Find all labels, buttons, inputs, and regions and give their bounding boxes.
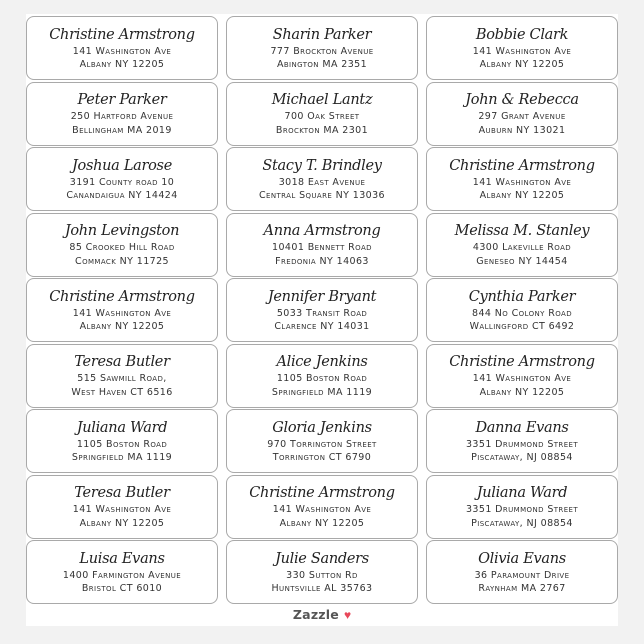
recipient-name: Melissa M. Stanley: [454, 223, 590, 239]
address-label: [426, 540, 618, 604]
recipient-name: John Levingston: [64, 223, 180, 239]
address-label: [226, 82, 418, 146]
recipient-name: Peter Parker: [77, 92, 167, 108]
city-state-zip: Albany NY 12205: [479, 386, 565, 398]
address-label: [426, 213, 618, 277]
recipient-name: Anna Armstrong: [263, 223, 381, 239]
recipient-name: Olivia Evans: [478, 550, 566, 567]
address-label: [226, 213, 418, 277]
recipient-name: Teresa Butler: [74, 354, 170, 370]
address-label: [226, 344, 418, 408]
street-address: 36 Paramount Drive: [474, 569, 570, 581]
address-label: [26, 475, 218, 539]
city-state-zip: Albany NY 12205: [279, 517, 365, 529]
street-address: 141 Washington Ave: [72, 45, 172, 57]
street-address: 1105 Boston Road: [76, 438, 168, 450]
recipient-name: Teresa Butler: [74, 485, 170, 501]
address-label: [226, 409, 418, 473]
brand-footer: [26, 607, 618, 622]
city-state-zip: Albany NY 12205: [79, 59, 165, 70]
label-grid: [26, 16, 618, 604]
city-state-zip: Springfield MA 1119: [71, 452, 173, 463]
recipient-name: Juliana Ward: [476, 485, 568, 501]
address-label: [226, 475, 418, 539]
address-label: [26, 213, 218, 277]
city-state-zip: Bellingham MA 2019: [72, 124, 172, 136]
recipient-name: Gloria Jenkins: [272, 419, 372, 436]
city-state-zip: West Haven CT 6516: [71, 386, 173, 398]
address-label: [226, 147, 418, 211]
street-address: 3191 County road 10: [69, 176, 175, 188]
recipient-name: Juliana Ward: [76, 419, 168, 436]
city-state-zip: Wallingford CT 6492: [469, 321, 575, 332]
address-label: [26, 540, 218, 604]
city-state-zip: Auburn NY 13021: [478, 124, 566, 136]
city-state-zip: Clarence NY 14031: [274, 321, 370, 332]
street-address: 970 Torrington Street: [267, 438, 377, 450]
address-label: [426, 16, 618, 80]
brand-logo: Zazzle: [292, 607, 339, 622]
address-label: [426, 278, 618, 342]
recipient-name: Danna Evans: [475, 419, 569, 436]
recipient-name: Julie Sanders: [275, 550, 369, 567]
street-address: 5033 Transit Road: [276, 307, 368, 319]
street-address: 141 Washington Ave: [472, 176, 572, 188]
recipient-name: John & Rebecca: [465, 92, 579, 108]
recipient-name: Alice Jenkins: [276, 354, 368, 370]
recipient-name: Cynthia Parker: [468, 288, 576, 305]
recipient-name: Christine Armstrong: [249, 485, 395, 501]
street-address: 141 Washington Ave: [272, 504, 372, 515]
recipient-name: Christine Armstrong: [49, 26, 195, 43]
city-state-zip: Brockton MA 2301: [275, 124, 369, 136]
address-label: [426, 147, 618, 211]
address-label: [26, 278, 218, 342]
city-state-zip: Fredonia NY 14063: [275, 255, 369, 267]
street-address: 330 Sutton Rd: [286, 569, 358, 581]
city-state-zip: Springfield MA 1119: [271, 386, 373, 398]
recipient-name: Joshua Larose: [72, 157, 172, 174]
city-state-zip: Central Square NY 13036: [259, 190, 385, 201]
address-label: [226, 278, 418, 342]
street-address: 3351 Drummond Street: [465, 438, 579, 450]
address-label: [426, 82, 618, 146]
recipient-name: Jennifer Bryant: [267, 288, 377, 305]
city-state-zip: Bristol CT 6010: [81, 583, 163, 594]
address-label: [26, 147, 218, 211]
city-state-zip: Geneseo NY 14454: [476, 255, 568, 267]
street-address: 777 Brockton Avenue: [270, 45, 374, 57]
street-address: 141 Washington Ave: [72, 307, 172, 319]
address-label: [26, 82, 218, 146]
street-address: 1400 Farmington Avenue: [62, 569, 182, 581]
street-address: 3351 Drummond Street: [465, 504, 579, 515]
street-address: 3018 East Avenue: [278, 176, 366, 188]
city-state-zip: Commack NY 11725: [75, 255, 169, 267]
city-state-zip: Piscataway, NJ 08854: [471, 517, 573, 529]
address-label: [26, 344, 218, 408]
address-label: [226, 540, 418, 604]
recipient-name: Christine Armstrong: [449, 354, 595, 370]
recipient-name: Bobbie Clark: [475, 26, 569, 43]
city-state-zip: Torrington CT 6790: [272, 452, 372, 463]
address-label: [26, 409, 218, 473]
city-state-zip: Albany NY 12205: [79, 517, 165, 529]
street-address: 700 Oak Street: [284, 111, 360, 122]
city-state-zip: Abington MA 2351: [276, 59, 368, 70]
address-label: [426, 344, 618, 408]
sticker-sheet: [26, 14, 618, 626]
address-label: [226, 16, 418, 80]
city-state-zip: Raynham MA 2767: [478, 583, 566, 594]
street-address: 141 Washington Ave: [472, 45, 572, 57]
street-address: 250 Hartford Avenue: [70, 111, 174, 122]
address-label: [26, 16, 218, 80]
recipient-name: Stacy T. Brindley: [262, 157, 382, 174]
city-state-zip: Albany NY 12205: [479, 59, 565, 70]
recipient-name: Sharin Parker: [272, 26, 372, 43]
street-address: 844 No Colony Road: [472, 307, 572, 319]
city-state-zip: Albany NY 12205: [479, 190, 565, 201]
city-state-zip: Albany NY 12205: [79, 321, 165, 332]
recipient-name: Luisa Evans: [79, 550, 165, 567]
recipient-name: Michael Lantz: [271, 92, 373, 108]
street-address: 4300 Lakeville Road: [472, 242, 572, 253]
heart-icon: ♥: [343, 607, 352, 622]
recipient-name: Christine Armstrong: [49, 288, 195, 305]
street-address: 10401 Bennett Road: [272, 242, 372, 253]
city-state-zip: Huntsville AL 35763: [271, 583, 373, 594]
street-address: 85 Crooked Hill Road: [69, 242, 175, 253]
address-label: [426, 475, 618, 539]
city-state-zip: Piscataway, NJ 08854: [471, 452, 573, 463]
recipient-name: Christine Armstrong: [449, 157, 595, 174]
street-address: 141 Washington Ave: [472, 373, 572, 384]
street-address: 1105 Boston Road: [276, 373, 368, 384]
street-address: 297 Grant Avenue: [478, 111, 566, 122]
street-address: 515 Sawmill Road,: [77, 373, 167, 384]
street-address: 141 Washington Ave: [72, 504, 172, 515]
city-state-zip: Canandaigua NY 14424: [66, 190, 178, 201]
address-label: [426, 409, 618, 473]
